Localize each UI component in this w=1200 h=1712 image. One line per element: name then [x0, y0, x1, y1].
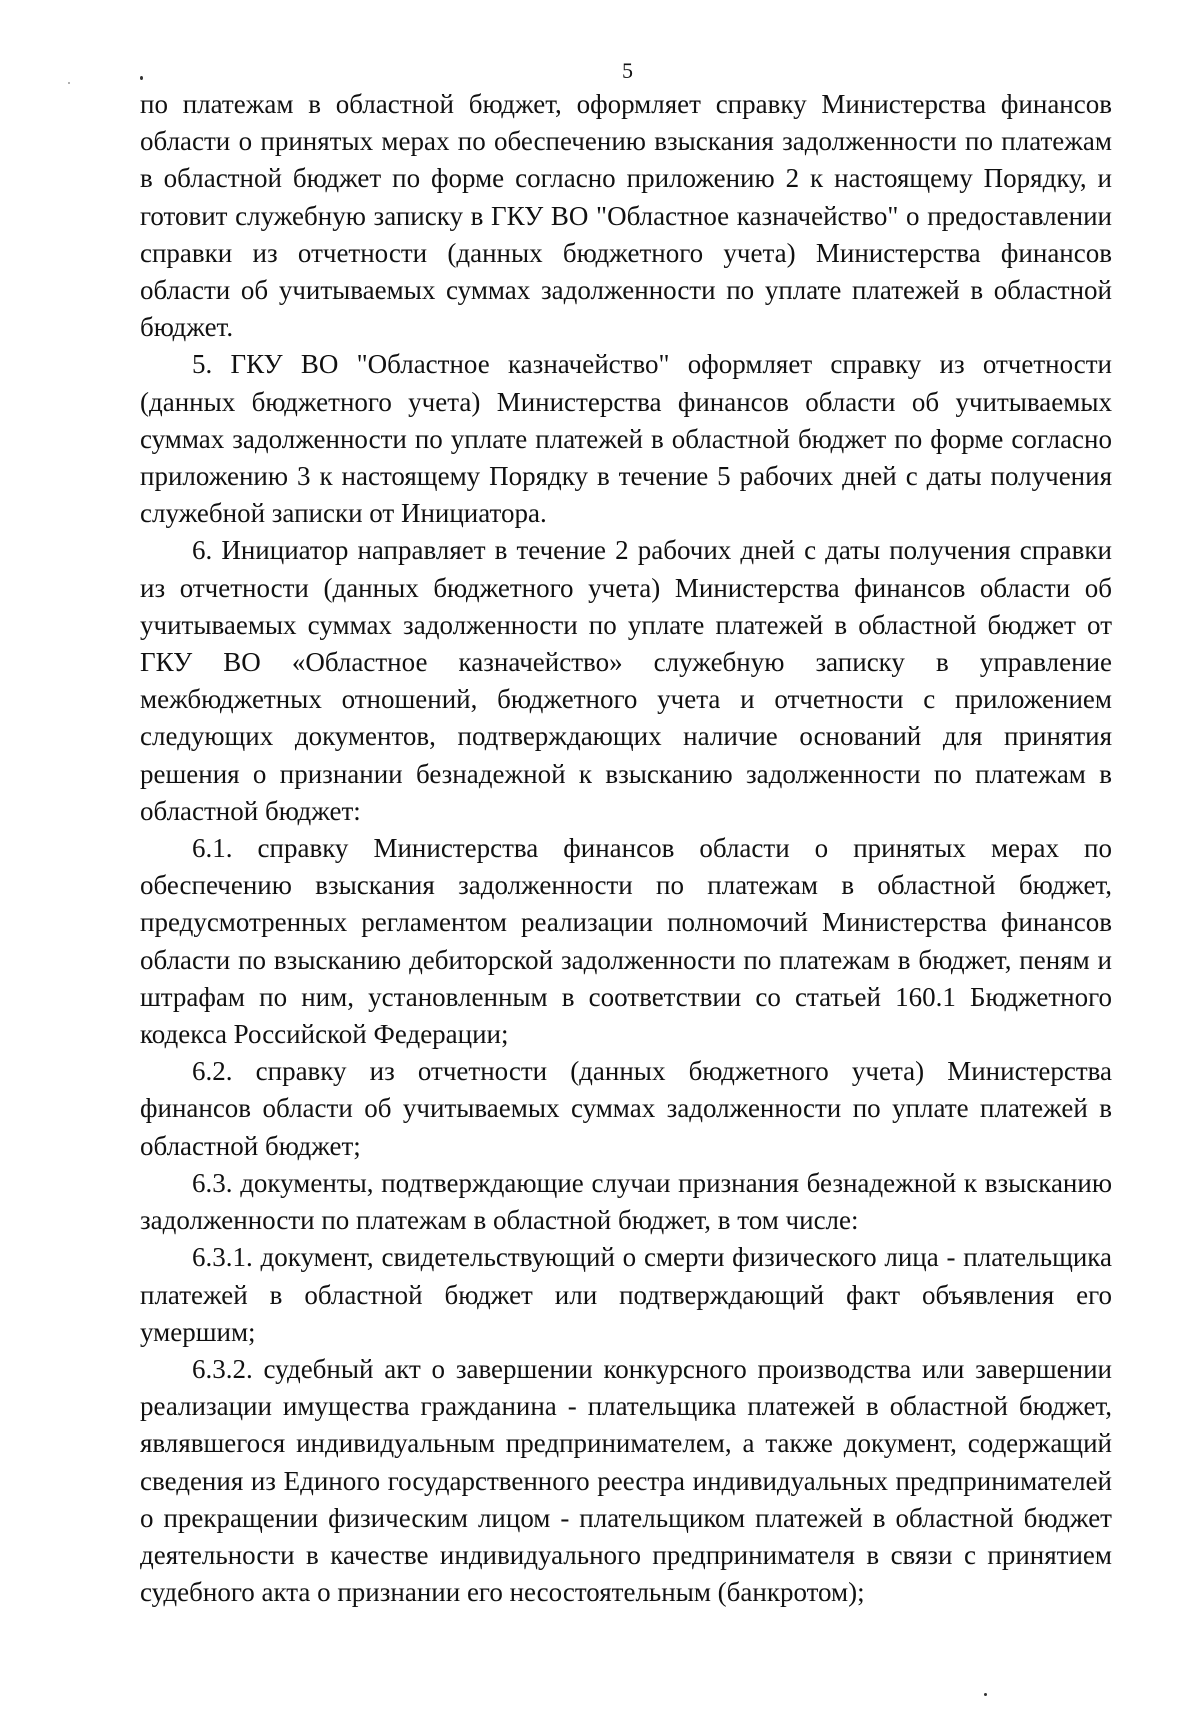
paragraph-item-6: 6. Инициатор направляет в течение 2 рабочих дней с даты получения справки из отчетности (данных бюджетного учета) Министерства финансов области об учитываемых суммах задолженности по уплате платежей в областной бюджет от ГКУ ВО «Областное казначейство» служебную записку в управление межбюджетных отношений, бюджетного учета и отчетности с приложением следующих документов, подтверждающих наличие оснований для принятия решения о признании безнадежной к взысканию задолженности по платежам в областной бюджет:	[140, 535, 1112, 826]
paragraph-item-6-3-2: 6.3.2. судебный акт о завершении конкурсного производства или завершении реализации имущества гражданина - плательщика платежей в областной бюджет, являвшегося индивидуальным предпринимателем, а также документ, содержащий сведения из Единого государственного реестра индивидуальных предпринимателей о прекращении физическим лицом - плательщиком платежей в областной бюджет деятельности в качестве индивидуального предпринимателя в связи с принятием судебного акта о признании его несостоятельным (банкротом);	[140, 1353, 1112, 1608]
paragraph-item-6-1: 6.1. справку Министерства финансов области о принятых мерах по обеспечению взыскания задолженности по платежам в областной бюджет, предусмотренных регламентом реализации полномочий Министерства финансов области по взысканию дебиторской задолженности по платежам в бюджет, пеням и штрафам по ним, установленным в соответствии со статьей 160.1 Бюджетного кодекса Российской Федерации;	[140, 833, 1112, 1050]
paragraph-continuation: по платежам в областной бюджет, оформляет справку Министерства финансов области о принятых мерах по обеспечению взыскания задолженности по платежам в областной бюджет по форме согласно приложению 2 к настоящему Порядку, и готовит служебную записку в ГКУ ВО "Областное казначейство" о предоставлении справки из отчетности (данных бюджетного учета) Министерства финансов области об учитываемых суммах задолженности по уплате платежей в областной бюджет.	[140, 89, 1112, 343]
document-body	[140, 86, 1112, 1611]
paragraph-item-5: 5. ГКУ ВО "Областное казначейство" оформляет справку из отчетности (данных бюджетного учета) Министерства финансов области об учитываемых суммах задолженности по уплате платежей в областной бюджет по форме согласно приложению 3 к настоящему Порядку в течение 5 рабочих дней с даты получения служебной записки от Инициатора.	[140, 349, 1112, 529]
paragraph-item-6-3-1: 6.3.1. документ, свидетельствующий о смерти физического лица - плательщика платежей в областной бюджет или подтверждающий факт объявления его умершим;	[140, 1242, 1112, 1347]
paragraph-item-6-2: 6.2. справку из отчетности (данных бюджетного учета) Министерства финансов области об учитываемых суммах задолженности по уплате платежей в областной бюджет;	[140, 1056, 1112, 1161]
paragraph-item-6-3: 6.3. документы, подтверждающие случаи признания безнадежной к взысканию задолженности по платежам в областной бюджет, в том числе:	[140, 1167, 1112, 1236]
page-number: 5	[622, 58, 633, 83]
scan-speck	[984, 1693, 987, 1696]
